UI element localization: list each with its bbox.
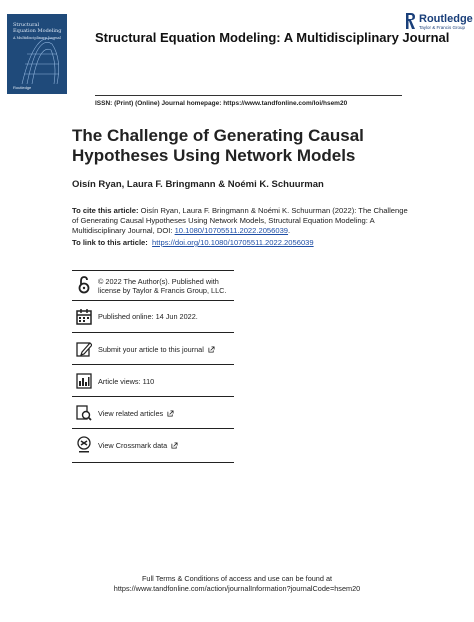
footer-terms: Full Terms & Conditions of access and use can be found at <box>141 574 333 583</box>
divider <box>72 300 234 301</box>
published-date: Published online: 14 Jun 2022. <box>98 312 198 321</box>
issn-line[interactable]: ISSN: (Print) (Online) Journal homepage: https://www.tandfonline.com/loi/hsem20 <box>95 100 348 107</box>
related-row[interactable] <box>72 404 234 424</box>
footer-url[interactable]: https://www.tandfonline.com/action/journalInformation?journalCode=hsem20 <box>113 584 361 593</box>
license-line-1: © 2022 The Author(s). Published with <box>98 277 219 286</box>
related-text: View related articles <box>98 409 164 418</box>
link-label: To link to this article: <box>72 238 148 247</box>
article-link-row <box>72 238 314 247</box>
license-text <box>98 277 226 295</box>
open-access-icon <box>76 276 92 294</box>
views-row <box>72 372 234 392</box>
submit-icon <box>76 340 92 358</box>
cite-period: . <box>288 226 291 235</box>
doi-link[interactable]: 10.1080/10705511.2022.2056039 <box>174 226 289 235</box>
article-doi-url[interactable]: https://doi.org/10.1080/10705511.2022.2056039 <box>152 238 314 247</box>
submit-link[interactable] <box>98 345 215 354</box>
cover-title <box>13 22 63 41</box>
bar-chart-icon <box>76 372 92 390</box>
published-row <box>72 308 234 328</box>
license-row <box>72 276 234 298</box>
crossmark-text: View Crossmark data <box>98 441 168 450</box>
crossmark-row[interactable] <box>72 436 234 458</box>
article-title: The Challenge of Generating Causal Hypotheses Using Network Models <box>72 126 364 165</box>
external-link-icon <box>171 442 178 449</box>
divider <box>72 364 234 365</box>
submit-row[interactable] <box>72 340 234 360</box>
related-link[interactable] <box>98 409 174 418</box>
cover-title-text: Structural Equation Modeling <box>13 22 62 34</box>
related-articles-icon <box>76 404 92 422</box>
calendar-icon <box>76 308 92 326</box>
cover-subtitle-text: A Multidisciplinary Journal <box>13 36 61 40</box>
cite-text: Oisín Ryan, Laura F. Bringmann & Noémi K. Schuurman (2022): The Challenge of Generating Causal Hypotheses Using Network Models, Structural Equation Modeling: A Multidisciplinary Journal, DOI: <box>72 206 408 235</box>
divider <box>72 396 234 397</box>
publisher-tagline: Taylor & Francis Group <box>419 25 466 30</box>
routledge-logo-icon <box>404 12 416 30</box>
cite-label: To cite this article: <box>72 206 139 215</box>
external-link-icon <box>208 346 215 353</box>
divider <box>72 428 234 429</box>
external-link-icon <box>167 410 174 417</box>
header-divider <box>95 95 402 96</box>
publisher-name: Routledge <box>419 13 473 25</box>
authors[interactable]: Oisín Ryan, Laura F. Bringmann & Noémi K. Schuurman <box>72 179 324 190</box>
crossmark-icon <box>76 436 92 454</box>
article-views: Article views: 110 <box>98 377 155 386</box>
crossmark-link[interactable] <box>98 441 178 450</box>
journal-cover-image[interactable] <box>7 14 67 94</box>
submit-text: Submit your article to this journal <box>98 345 204 354</box>
divider <box>72 332 234 333</box>
citation-block <box>72 206 412 236</box>
license-line-2: license by Taylor & Francis Group, LLC. <box>98 286 227 295</box>
journal-title[interactable]: Structural Equation Modeling: A Multidisciplinary Journal <box>95 30 450 45</box>
divider <box>72 462 234 463</box>
cover-publisher: Routledge <box>13 85 32 90</box>
divider <box>72 270 234 271</box>
